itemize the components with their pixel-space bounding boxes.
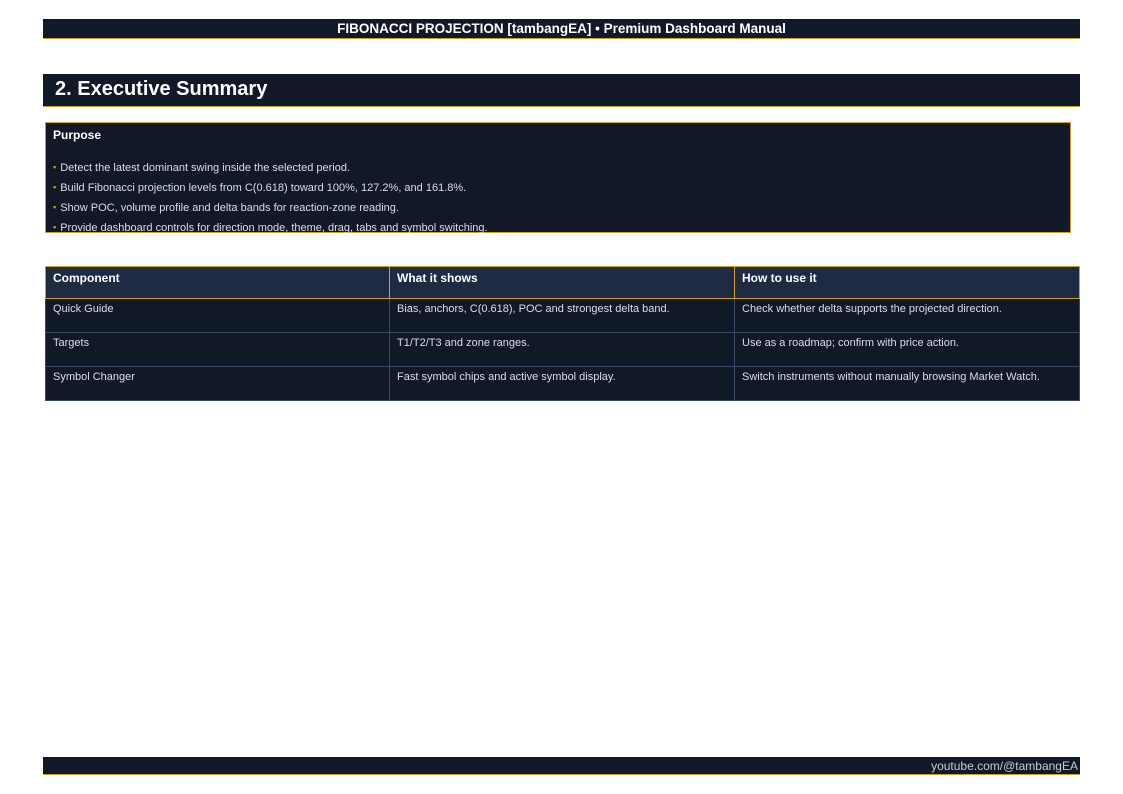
purpose-bullet-item xyxy=(53,218,1063,238)
purpose-bullet-text: Build Fibonacci projection levels from C(0.618) toward 100%, 127.2%, and 161.8%. xyxy=(60,182,467,194)
table-cell-how-to-use: Use as a roadmap; confirm with price action. xyxy=(735,333,1080,367)
section-title: 2. Executive Summary xyxy=(55,78,268,100)
table-cell-component: Symbol Changer xyxy=(46,367,390,401)
table-cell-how-to-use: Check whether delta supports the projected direction. xyxy=(735,299,1080,333)
purpose-bullet-text: Detect the latest dominant swing inside the selected period. xyxy=(60,162,351,174)
bullet-icon: ▪ xyxy=(53,162,57,172)
document-title: FIBONACCI PROJECTION [tambangEA] • Premium Dashboard Manual xyxy=(337,21,786,36)
bullet-icon: ▪ xyxy=(53,222,57,232)
bullet-icon: ▪ xyxy=(53,202,57,212)
purpose-bullet-item xyxy=(53,158,1063,178)
component-summary-table xyxy=(45,266,1080,401)
table-cell-component: Targets xyxy=(46,333,390,367)
table-row xyxy=(46,299,1080,333)
table-cell-what-it-shows: Fast symbol chips and active symbol display. xyxy=(390,367,735,401)
purpose-bullet-item xyxy=(53,198,1063,218)
table-header-row xyxy=(46,267,1080,299)
table-cell-what-it-shows: Bias, anchors, C(0.618), POC and strongest delta band. xyxy=(390,299,735,333)
footer-channel-link: youtube.com/@tambangEA xyxy=(931,759,1078,773)
column-header-what-it-shows: What it shows xyxy=(390,267,735,299)
table-cell-component: Quick Guide xyxy=(46,299,390,333)
table-row xyxy=(46,333,1080,367)
purpose-bullet-text: Show POC, volume profile and delta bands for reaction-zone reading. xyxy=(60,202,399,214)
purpose-bullet-list xyxy=(53,158,1063,238)
purpose-title: Purpose xyxy=(53,128,102,142)
table-row xyxy=(46,367,1080,401)
table-cell-what-it-shows: T1/T2/T3 and zone ranges. xyxy=(390,333,735,367)
purpose-box xyxy=(45,122,1071,233)
purpose-bullet-item xyxy=(53,178,1063,198)
purpose-bullet-text: Provide dashboard controls for direction mode, theme, drag, tabs and symbol switching. xyxy=(60,222,488,234)
table-cell-how-to-use: Switch instruments without manually browsing Market Watch. xyxy=(735,367,1080,401)
column-header-component: Component xyxy=(46,267,390,299)
bullet-icon: ▪ xyxy=(53,182,57,192)
column-header-how-to-use: How to use it xyxy=(735,267,1080,299)
document-header-bar xyxy=(43,19,1080,39)
section-heading-bar xyxy=(43,74,1080,107)
document-footer-bar xyxy=(43,757,1080,775)
